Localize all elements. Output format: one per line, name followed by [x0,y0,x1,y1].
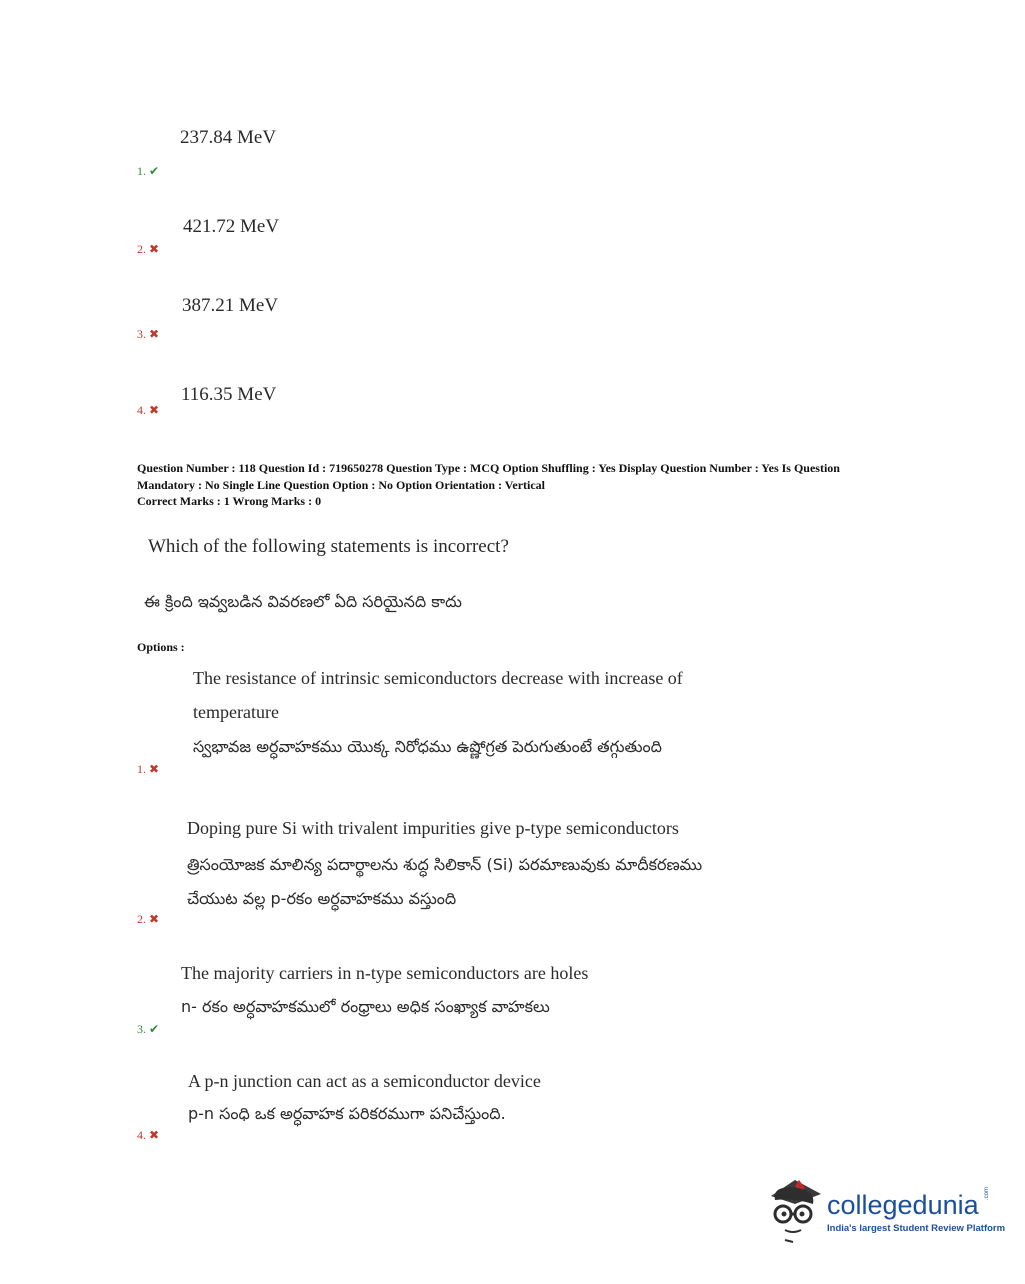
option-4-line-2: p-n సంధి ఒక అర్ధవాహక పరికరముగా పనిచేస్తుంది. [188,1104,506,1123]
cross-icon: ✖ [149,912,160,926]
logo-tagline: India's largest Student Review Platform [827,1223,1006,1234]
option-2-line-2: త్రిసంయోజక మాలిన్య పదార్థాలను శుద్ధ సిలికాన్ (Si) పరమాణువుకు మాదీకరణము [187,855,703,874]
option-number: 4. [137,1128,146,1142]
options-label: Options : [137,640,185,654]
option-1-line-2: temperature [193,702,279,722]
option-number: 2. [137,912,146,926]
cross-icon: ✖ [149,327,160,341]
prev-option-1-text: 237.84 MeV [180,127,277,148]
option-number: 1. [137,762,146,776]
option-number: 4. [137,403,146,417]
logo-suffix: .com [984,1186,990,1200]
question-text-english: Which of the following statements is incorrect? [148,536,509,557]
option-1-line-3: స్వభావజ అర్ధవాహకము యొక్క నిరోధము ఉష్ణోగ్రత పెరుగుతుంటే తగ్గుతుంది [193,737,662,756]
option-1-number [137,762,159,777]
question-text-telugu: ఈ క్రింది ఇవ్వబడిన వివరణలో ఏది సరియైనది కాదు [144,592,462,611]
prev-option-2-text: 421.72 MeV [183,216,280,237]
prev-option-3-number [137,327,159,342]
question-meta-line-1: Question Number : 118 Question Id : 719650278 Question Type : MCQ Option Shuffling : Yes Display Question Number : Yes Is Question [137,461,840,475]
cross-icon: ✖ [149,1128,160,1142]
prev-option-2-number [137,242,159,257]
prev-option-1-number [137,164,159,179]
option-number: 2. [137,242,146,256]
cross-icon: ✖ [149,242,160,256]
prev-option-4-text: 116.35 MeV [181,384,277,405]
option-3-line-1: The majority carriers in n-type semiconductors are holes [181,963,589,983]
option-3-line-2: n- రకం అర్ధవాహకములో రంధ్రాలు అధిక సంఖ్యాక వాహకలు [181,997,550,1016]
collegedunia-logo [765,1176,1006,1248]
check-icon: ✔ [149,164,160,178]
option-number: 3. [137,327,146,341]
option-3-number [137,1022,159,1037]
option-1-line-1: The resistance of intrinsic semiconductors decrease with increase of [193,668,683,688]
check-icon: ✔ [149,1022,160,1036]
cross-icon: ✖ [149,762,160,776]
question-meta-line-2: Mandatory : No Single Line Question Option : No Option Orientation : Vertical [137,477,546,492]
question-meta [137,460,840,510]
prev-option-3-text: 387.21 MeV [182,295,279,316]
question-meta-line-3: Correct Marks : 1 Wrong Marks : 0 [137,494,322,508]
option-2-number [137,912,159,927]
option-number: 1. [137,164,146,178]
option-4-line-1: A p-n junction can act as a semiconductor device [188,1071,541,1091]
prev-option-4-number [137,403,159,418]
option-2-line-1: Doping pure Si with trivalent impurities give p-type semiconductors [187,818,679,838]
option-4-number [137,1128,159,1143]
option-2-line-3: చేయుట వల్ల p-రకం అర్ధవాహకము వస్తుంది [187,889,457,908]
logo-wordmark: collegedunia [827,1190,979,1220]
option-number: 3. [137,1022,146,1036]
cross-icon: ✖ [149,403,160,417]
mascot-icon [765,1176,825,1246]
